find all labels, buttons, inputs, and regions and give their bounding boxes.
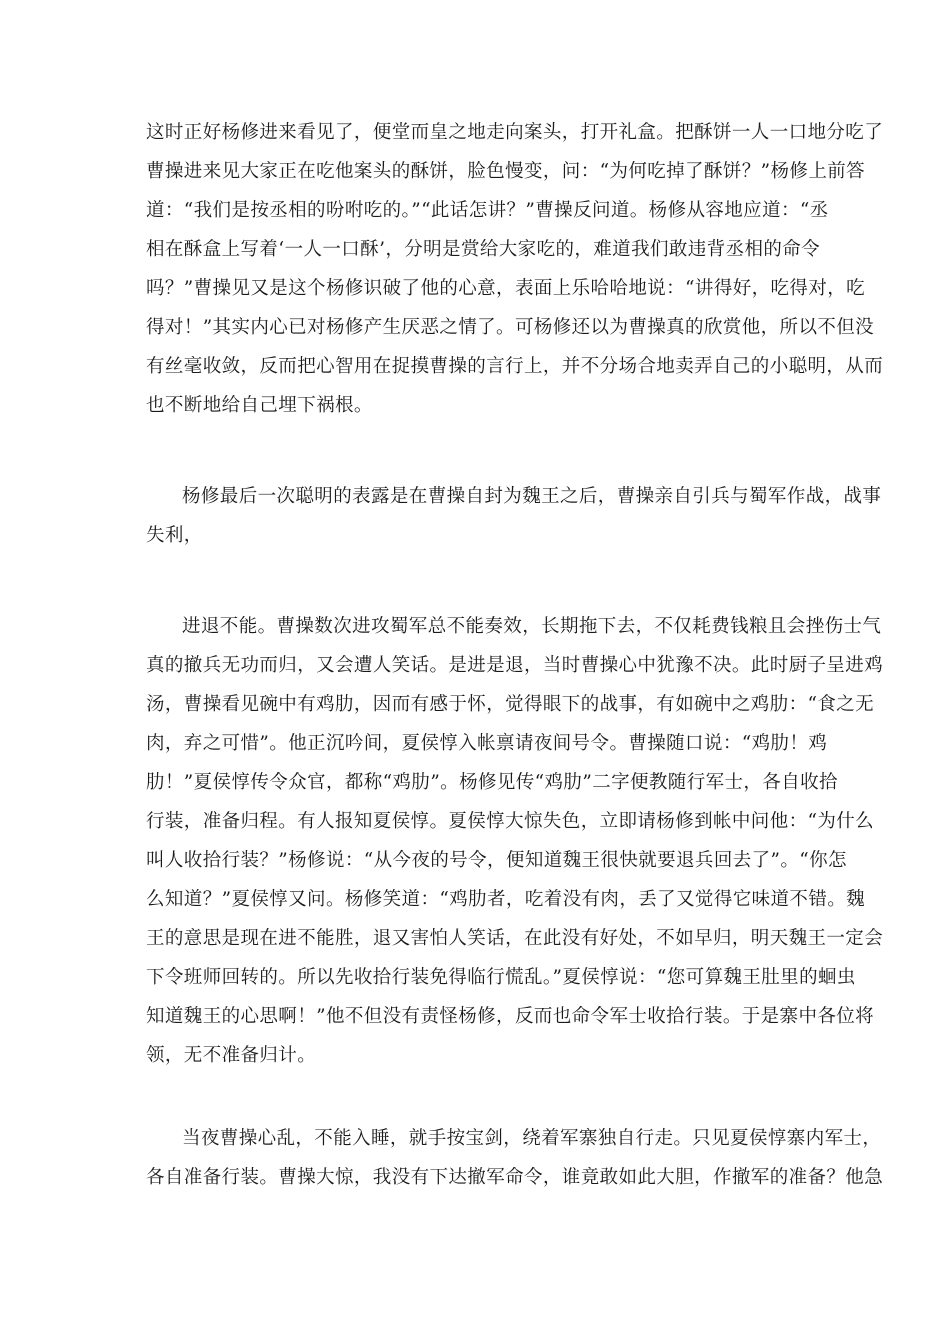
text-line: 失利， bbox=[146, 525, 203, 546]
text-line: 领，无不准备归计。 bbox=[146, 1045, 317, 1066]
text-line: 肋！”夏侯惇传令众官，都称“鸡肋”。杨修见传“鸡肋”二字便教随行军士，各自收拾 bbox=[146, 772, 838, 793]
text-line: 王的意思是现在进不能胜，退又害怕人笑话，在此没有好处，不如早归，明天魏王一定会 bbox=[146, 928, 884, 949]
text-line: 进退不能。曹操数次进攻蜀军总不能奏效，长期拖下去，不仅耗费钱粮且会挫伤士气 bbox=[182, 616, 882, 637]
text-line: 知道魏王的心思啊！”他不但没有责怪杨修，反而也命令军士收拾行装。于是寨中各位将 bbox=[146, 1006, 875, 1027]
text-line: 汤，曹操看见碗中有鸡肋，因而有感于怀，觉得眼下的战事，有如碗中之鸡肋：“食之无 bbox=[146, 694, 875, 715]
text-line: 肉，弃之可惜”。他正沉吟间，夏侯惇入帐禀请夜间号令。曹操随口说：“鸡肋！鸡 bbox=[146, 733, 828, 754]
text-line: 各自准备行装。曹操大惊，我没有下达撤军命令，谁竟敢如此大胆，作撤军的准备？他急 bbox=[146, 1167, 884, 1188]
text-line: 行装，准备归程。有人报知夏侯惇。夏侯惇大惊失色，立即请杨修到帐中问他：“为什么 bbox=[146, 811, 875, 832]
text-line: 真的撤兵无功而归，又会遭人笑话。是进是退，当时曹操心中犹豫不决。此时厨子呈进鸡 bbox=[146, 655, 884, 676]
text-line: 曹操进来见大家正在吃他案头的酥饼，脸色慢变，问：“为何吃掉了酥饼？”杨修上前答 bbox=[146, 161, 866, 182]
text-line: 下令班师回转的。所以先收拾行装免得临行慌乱。”夏侯惇说：“您可算魏王肚里的蛔虫 bbox=[146, 967, 856, 988]
text-line: 么知道？”夏侯惇又问。杨修笑道：“鸡肋者，吃着没有肉，丢了又觉得它味道不错。魏 bbox=[146, 889, 866, 910]
text-line: 有丝毫收敛，反而把心智用在捉摸曹操的言行上，并不分场合地卖弄自己的小聪明，从而 bbox=[146, 356, 884, 377]
text-line: 杨修最后一次聪明的表露是在曹操自封为魏王之后，曹操亲自引兵与蜀军作战，战事 bbox=[182, 486, 882, 507]
text-line: 吗？”曹操见又是这个杨修识破了他的心意，表面上乐哈哈地说：“讲得好，吃得对，吃 bbox=[146, 278, 866, 299]
text-line: 道：“我们是按丞相的吩咐吃的。”“此话怎讲？”曹操反问道。杨修从容地应道：“丞 bbox=[146, 200, 829, 221]
text-line: 相在酥盒上写着‘一人一口酥’，分明是赏给大家吃的，难道我们敢违背丞相的命令 bbox=[146, 239, 821, 260]
text-line: 得对！”其实内心已对杨修产生厌恶之情了。可杨修还以为曹操真的欣赏他，所以不但没 bbox=[146, 317, 875, 338]
text-line: 也不断地给自己埋下祸根。 bbox=[146, 395, 373, 416]
text-line: 当夜曹操心乱，不能入睡，就手按宝剑，绕着军寨独自行走。只见夏侯惇寨内军士， bbox=[182, 1128, 882, 1149]
text-line: 叫人收拾行装？”杨修说：“从今夜的号令，便知道魏王很快就要退兵回去了”。“你怎 bbox=[146, 850, 847, 871]
text-line: 这时正好杨修进来看见了，便堂而皇之地走向案头，打开礼盒。把酥饼一人一口地分吃了 bbox=[146, 122, 884, 143]
